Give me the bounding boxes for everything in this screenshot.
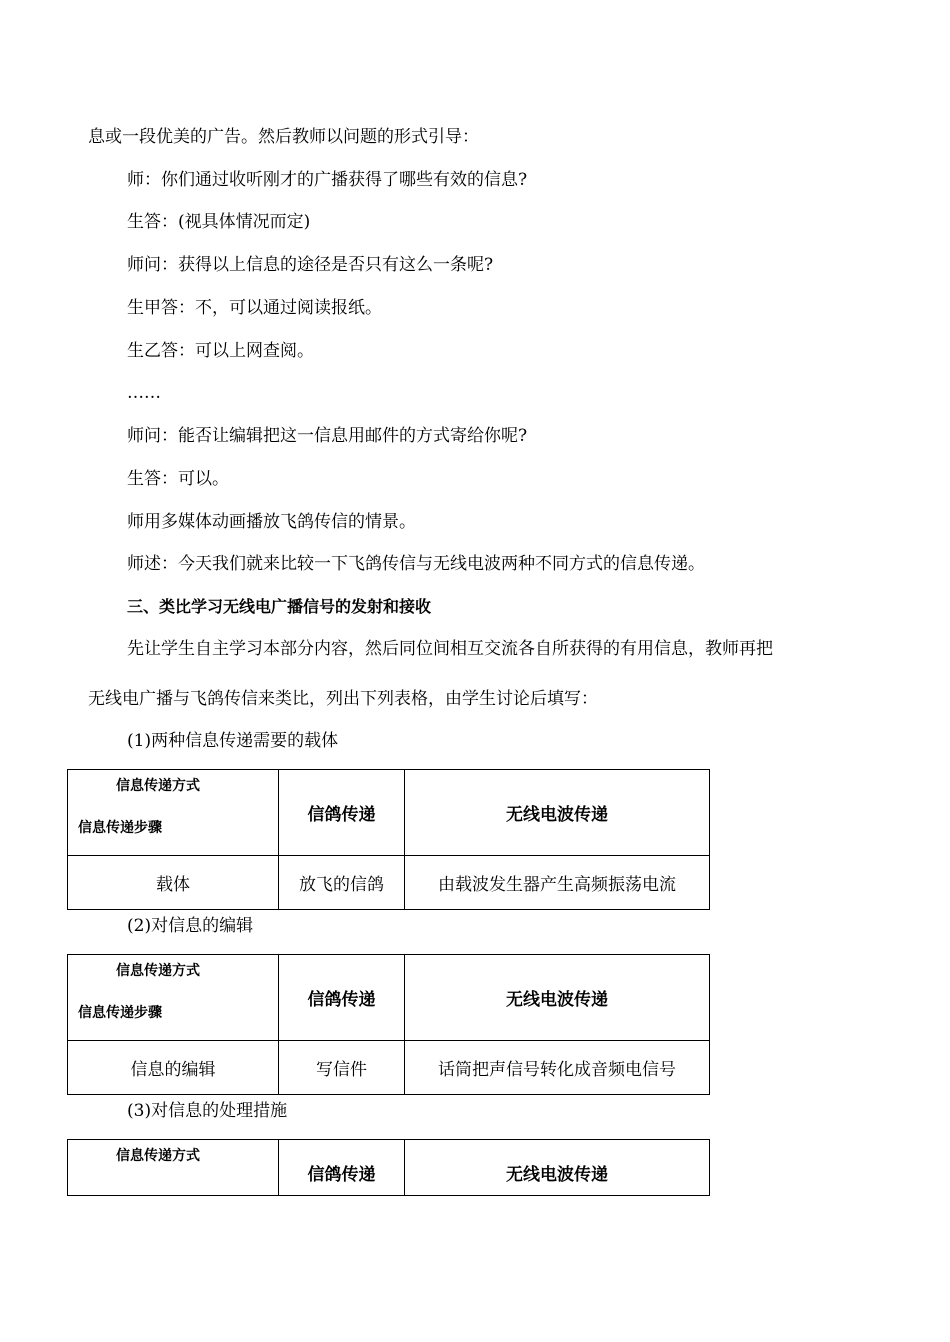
header-method-label: 信息传递方式 bbox=[116, 1148, 200, 1164]
comparison-table-3 bbox=[67, 1139, 710, 1196]
dialogue-line: 生答：(视具体情况而定) bbox=[127, 212, 311, 232]
header-pigeon: 信鸽传递 bbox=[279, 770, 405, 856]
header-method-label: 信息传递方式 bbox=[116, 963, 200, 979]
dialogue-line: 师述：今天我们就来比较一下飞鸽传信与无线电波两种不同方式的信息传递。 bbox=[127, 554, 705, 574]
header-step-label: 信息传递步骤 bbox=[78, 820, 162, 836]
header-radio: 无线电波传递 bbox=[405, 1140, 710, 1196]
table-row bbox=[68, 856, 710, 910]
diagonal-header-cell bbox=[68, 955, 279, 1041]
comparison-table-2 bbox=[67, 954, 710, 1095]
dialogue-line: 师问：能否让编辑把这一信息用邮件的方式寄给你呢? bbox=[127, 426, 528, 446]
ellipsis-line: …… bbox=[127, 383, 161, 403]
header-step-label: 信息传递步骤 bbox=[78, 1005, 162, 1021]
table-header-row bbox=[68, 770, 710, 856]
table-caption: (1)两种信息传递需要的载体 bbox=[127, 731, 339, 751]
dialogue-line: 生答：可以。 bbox=[127, 469, 229, 489]
paragraph-line: 师用多媒体动画播放飞鸽传信的情景。 bbox=[127, 512, 416, 532]
table-header-row bbox=[68, 1140, 710, 1196]
row-pigeon-value: 放飞的信鸽 bbox=[279, 856, 405, 910]
diagonal-header-cell bbox=[68, 770, 279, 856]
header-method-label: 信息传递方式 bbox=[116, 778, 200, 794]
table-row bbox=[68, 1041, 710, 1095]
paragraph-line: 先让学生自主学习本部分内容，然后同位间相互交流各自所获得的有用信息，教师再把 bbox=[127, 639, 773, 659]
table-header-row bbox=[68, 955, 710, 1041]
header-pigeon: 信鸽传递 bbox=[279, 1140, 405, 1196]
dialogue-line: 生甲答：不，可以通过阅读报纸。 bbox=[127, 298, 382, 318]
row-pigeon-value: 写信件 bbox=[279, 1041, 405, 1095]
table-caption: (2)对信息的编辑 bbox=[127, 916, 254, 936]
paragraph-line: 息或一段优美的广告。然后教师以问题的形式引导： bbox=[88, 127, 479, 147]
header-radio: 无线电波传递 bbox=[405, 770, 710, 856]
header-radio: 无线电波传递 bbox=[405, 955, 710, 1041]
table-caption: (3)对信息的处理措施 bbox=[127, 1101, 288, 1121]
section-heading: 三、类比学习无线电广播信号的发射和接收 bbox=[127, 597, 432, 616]
row-radio-value: 话筒把声信号转化成音频电信号 bbox=[405, 1041, 710, 1095]
header-pigeon: 信鸽传递 bbox=[279, 955, 405, 1041]
dialogue-line: 师问：获得以上信息的途径是否只有这么一条呢? bbox=[127, 255, 494, 275]
row-label: 信息的编辑 bbox=[68, 1041, 279, 1095]
dialogue-line: 生乙答：可以上网查阅。 bbox=[127, 341, 314, 361]
comparison-table-1 bbox=[67, 769, 710, 910]
row-label: 载体 bbox=[68, 856, 279, 910]
paragraph-line: 无线电广播与飞鸽传信来类比，列出下列表格，由学生讨论后填写： bbox=[88, 689, 598, 709]
dialogue-line: 师：你们通过收听刚才的广播获得了哪些有效的信息? bbox=[127, 170, 528, 190]
diagonal-header-cell bbox=[68, 1140, 279, 1196]
row-radio-value: 由载波发生器产生高频振荡电流 bbox=[405, 856, 710, 910]
